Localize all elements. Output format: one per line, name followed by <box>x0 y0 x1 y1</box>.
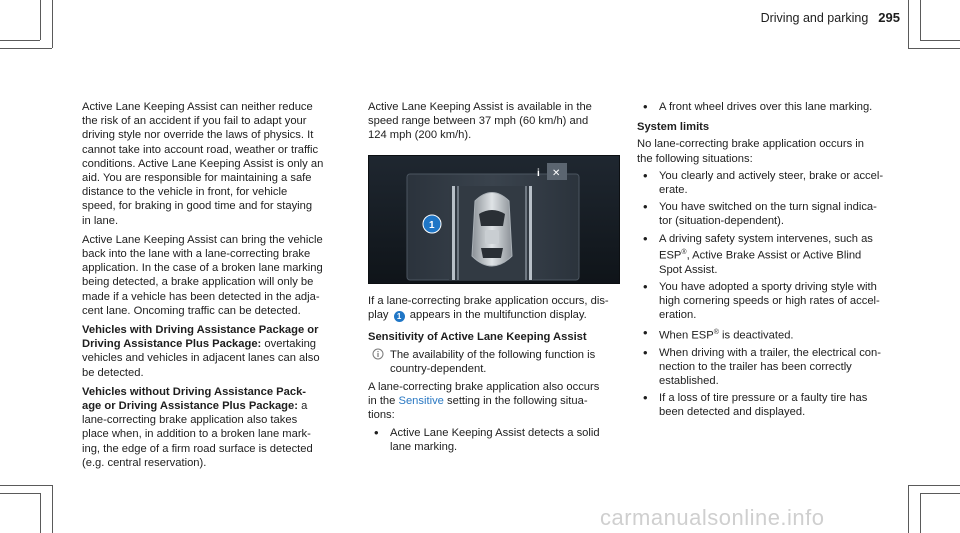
crop-mark <box>52 0 53 48</box>
crop-mark <box>40 493 41 533</box>
text-line: aid. You are responsible for maintaining a safe <box>82 172 312 185</box>
inline-text: overtaking <box>261 338 317 351</box>
bold-inline: Driving Assistance Plus Package: <box>82 338 262 351</box>
info-note-icon <box>372 348 384 364</box>
text-line: erate. <box>659 184 688 197</box>
crop-mark <box>908 48 960 49</box>
text-line <box>659 326 907 343</box>
text-line: made if a vehicle has been detected in the adja- <box>82 290 320 303</box>
text-line: established. <box>659 374 719 387</box>
text-line: high cornering speeds or high rates of accel- <box>659 295 880 308</box>
text-line: No lane-correcting brake application occurs in <box>637 138 864 151</box>
list-item <box>637 169 907 197</box>
text-line <box>659 246 907 263</box>
middle-column-lower <box>368 294 628 454</box>
callout-number: 1 <box>429 220 435 231</box>
crop-mark <box>908 485 960 486</box>
bullet-icon: • <box>643 344 648 360</box>
text-line: Spot Assist. <box>659 263 718 276</box>
text-line: nection to the trailer has been correctly <box>659 360 852 373</box>
text-line: The availability of the following function is <box>390 348 596 361</box>
bullet-icon: • <box>643 199 648 215</box>
list-item <box>637 280 907 323</box>
left-column <box>82 100 347 470</box>
registered-mark: ® <box>713 328 719 336</box>
inline-text: When ESP <box>659 329 714 342</box>
paragraph-lane-correction <box>82 233 347 318</box>
section-title: Driving and parking <box>760 11 869 25</box>
text-line: driving style nor override the laws of physics. It <box>82 129 314 142</box>
text-line: in lane. <box>82 214 119 227</box>
paragraph-with-package <box>82 323 347 380</box>
text-line <box>368 308 628 322</box>
text-line: 124 mph (200 km/h). <box>368 129 472 142</box>
inline-text: a <box>297 400 308 413</box>
bullet-icon: • <box>643 99 648 114</box>
system-limits-heading: System limits <box>637 121 710 134</box>
text-line: speed range between 37 mph (60 km/h) and <box>368 115 589 128</box>
crop-mark <box>0 493 40 494</box>
text-line <box>82 399 347 413</box>
crop-mark <box>40 0 41 40</box>
paragraph-sensitive-setting <box>368 380 628 423</box>
text-line: You have switched on the turn signal indica- <box>659 201 877 214</box>
text-line: Active Lane Keeping Assist can bring the vehicle <box>82 233 323 246</box>
crop-mark <box>908 0 909 48</box>
inline-text: is deactivated. <box>718 329 794 342</box>
display-illustration <box>369 156 619 283</box>
bullet-icon: • <box>374 424 379 440</box>
list-item <box>637 391 907 419</box>
text-line: eration. <box>659 309 697 322</box>
inline-text: ESP <box>659 249 682 262</box>
paragraph-display-message <box>368 294 628 322</box>
crop-mark <box>0 485 52 486</box>
info-icon: i <box>537 168 540 179</box>
text-line <box>368 394 628 408</box>
crop-mark <box>920 493 960 494</box>
text-line: You have adopted a sporty driving style with <box>659 280 877 293</box>
crop-mark <box>52 485 53 533</box>
text-line: been detected and displayed. <box>659 406 806 419</box>
bullet-icon: • <box>643 167 648 183</box>
text-line: back into the lane with a lane-correcting brake <box>82 248 311 261</box>
text-line: speed, for braking in good time and for staying <box>82 200 313 213</box>
list-item <box>637 326 907 343</box>
text-line: When driving with a trailer, the electrical con- <box>659 346 881 359</box>
paragraph-speed-range <box>368 100 626 143</box>
text-line: country-dependent. <box>390 362 487 375</box>
list-item <box>637 100 907 114</box>
multifunction-display-image <box>368 155 620 284</box>
text-line: lane-correcting brake application also takes <box>82 414 298 427</box>
list-item <box>637 346 907 389</box>
text-line: You clearly and actively steer, brake or accel- <box>659 169 884 182</box>
page-header <box>761 10 900 25</box>
text-line: be detected. <box>82 366 144 379</box>
text-line: If a loss of tire pressure or a faulty tire has <box>659 392 868 405</box>
text-line: distance to the vehicle in front, for vehicle <box>82 186 288 199</box>
text-line: cent lane. Oncoming traffic can be detected. <box>82 304 301 317</box>
text-line: vehicles and vehicles in adjacent lanes can also <box>82 352 320 365</box>
close-icon: ✕ <box>552 168 561 179</box>
text-line: A driving safety system intervenes, such as <box>659 232 873 245</box>
crop-mark <box>920 40 960 41</box>
inline-text: appears in the multifunction display. <box>406 309 587 322</box>
text-line: (e.g. central reservation). <box>82 456 207 469</box>
note-box <box>368 348 628 376</box>
registered-mark: ® <box>681 248 687 256</box>
crop-mark <box>0 48 52 49</box>
callout-badge: 1 <box>394 311 405 322</box>
bold-line: Vehicles with Driving Assistance Package or <box>82 324 319 337</box>
text-line: If a lane-correcting brake application occurs, dis- <box>368 295 609 307</box>
text-line: ing, the edge of a firm road surface is detected <box>82 442 313 455</box>
inline-text: play <box>368 309 392 322</box>
bullet-icon: • <box>643 324 648 340</box>
crop-mark <box>920 493 921 533</box>
text-line: Active Lane Keeping Assist detects a solid <box>390 426 600 439</box>
text-line: place when, in addition to a broken lane mark- <box>82 428 311 441</box>
paragraph-intro <box>82 100 347 228</box>
list-item <box>637 232 907 277</box>
text-line: being detected, a brake application will only be <box>82 276 314 289</box>
text-line <box>82 337 347 351</box>
middle-column <box>368 100 626 143</box>
paragraph-without-package <box>82 385 347 470</box>
text-line: tions: <box>368 409 395 422</box>
text-line: the risk of an accident if you fail to adapt your <box>82 115 307 128</box>
bullet-icon: • <box>643 278 648 294</box>
page-number: 295 <box>878 10 900 25</box>
text-line: A front wheel drives over this lane marking. <box>659 101 873 113</box>
crop-mark <box>920 0 921 40</box>
inline-text: setting in the following situa- <box>443 395 588 408</box>
bold-line: Vehicles without Driving Assistance Pack- <box>82 385 307 398</box>
inline-text: in the <box>368 395 399 408</box>
paragraph-limits-intro <box>637 137 907 165</box>
text-line: application. In the case of a broken lane marking <box>82 262 323 275</box>
list-item <box>637 200 907 228</box>
inline-text: , Active Brake Assist or Active Blind <box>686 249 862 262</box>
sensitive-link[interactable]: Sensitive <box>398 395 444 408</box>
text-line: lane marking. <box>390 440 458 453</box>
list-item <box>368 426 628 454</box>
text-line: Active Lane Keeping Assist is available in the <box>368 101 592 113</box>
text-line: A lane-correcting brake application also occurs <box>368 381 600 394</box>
text-line: tor (situation-dependent). <box>659 215 785 228</box>
text-line: Active Lane Keeping Assist can neither reduce <box>82 101 313 113</box>
text-line: cannot take into account road, weather or traffic <box>82 143 319 156</box>
right-column <box>637 100 907 420</box>
bullet-icon: • <box>643 390 648 406</box>
crop-mark <box>908 485 909 533</box>
watermark: carmanualsonline.info <box>600 505 825 530</box>
text-line: conditions. Active Lane Keeping Assist is only an <box>82 157 324 170</box>
sensitivity-heading: Sensitivity of Active Lane Keeping Assist <box>368 331 587 344</box>
crop-mark <box>0 40 40 41</box>
bullet-icon: • <box>643 230 648 246</box>
bold-inline: age or Driving Assistance Plus Package: <box>82 400 298 413</box>
text-line: the following situations: <box>637 152 753 165</box>
